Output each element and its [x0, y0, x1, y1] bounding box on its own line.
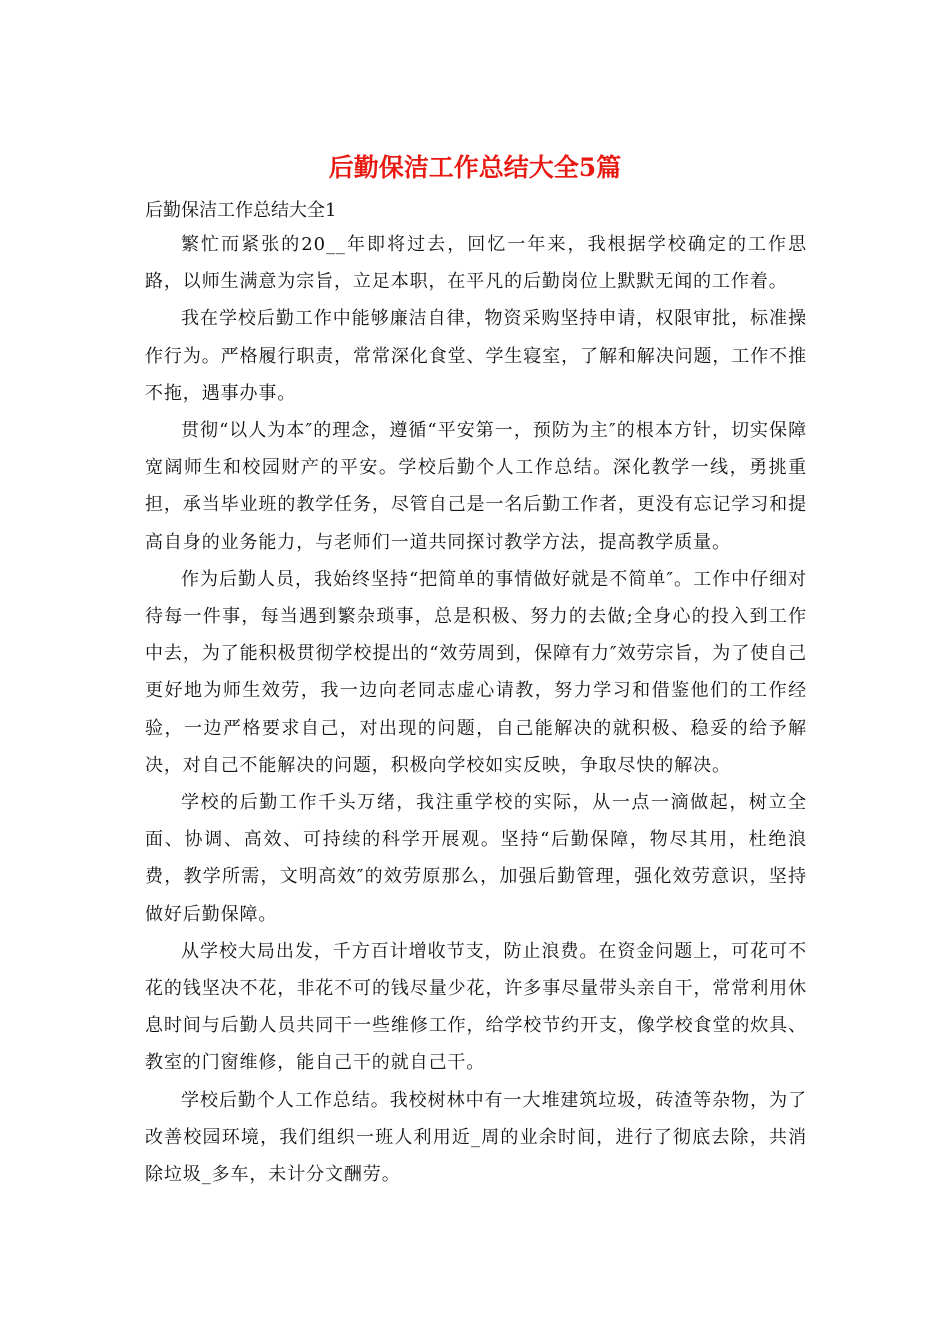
- paragraph: 贯彻“以人为本″的理念，遵循“平安第一，预防为主″的根本方针，切实保障宽阔师生和校园财产的平安。学校后勤个人工作总结。深化教学一线，勇挑重担，承当毕业班的教学任务，尽管自己是一名后勤工作者，更没有忘记学习和提高自身的业务能力，与老师们一道共同探讨教学方法，提高教学质量。: [145, 420, 807, 553]
- paragraph: 繁忙而紧张的20__年即将过去，回忆一年来，我根据学校确定的工作思路，以师生满意为宗旨，立足本职，在平凡的后勤岗位上默默无闻的工作着。: [145, 234, 807, 293]
- document-title: 后勤保洁工作总结大全5篇: [328, 153, 622, 182]
- section-heading: 后勤保洁工作总结大全1: [145, 200, 337, 221]
- paragraph: 从学校大局出发，千方百计增收节支，防止浪费。在资金问题上，可花可不花的钱坚决不花，非花不可的钱尽量少花，许多事尽量带头亲自干，常常利用休息时间与后勤人员共同干一些维修工作，给学校节约开支，像学校食堂的炊具、教室的门窗维修，能自己干的就自己干。: [145, 940, 807, 1074]
- paragraph: 学校的后勤工作千头万绪，我注重学校的实际，从一点一滴做起，树立全面、协调、高效、可持续的科学开展观。坚持“后勤保障，物尽其用，杜绝浪费，教学所需，文明高效″的效劳原那么，加强后勤管理，强化效劳意识，坚持做好后勤保障。: [145, 792, 807, 925]
- paragraph: 我在学校后勤工作中能够廉洁自律，物资采购坚持申请，权限审批，标准操作行为。严格履行职责，常常深化食堂、学生寝室，了解和解决问题，工作不推不拖，遇事办事。: [145, 308, 807, 404]
- paragraph: 作为后勤人员，我始终坚持“把简单的事情做好就是不简单″。工作中仔细对待每一件事，每当遇到繁杂琐事，总是积极、努力的去做;全身心的投入到工作中去，为了能积极贯彻学校提出的“效劳周到，保障有力″效劳宗旨，为了使自己更好地为师生效劳，我一边向老同志虚心请教，努力学习和借鉴他们的工作经验，一边严格要求自己，对出现的问题，自己能解决的就积极、稳妥的给予解决，对自己不能解决的问题，积极向学校如实反映，争取尽快的解决。: [145, 568, 807, 776]
- document-body: [145, 226, 807, 1193]
- paragraph: 学校后勤个人工作总结。我校树林中有一大堆建筑垃圾，砖渣等杂物，为了改善校园环境，我们组织一班人利用近_周的业余时间，进行了彻底去除，共消除垃圾_多车，未计分文酬劳。: [145, 1089, 807, 1186]
